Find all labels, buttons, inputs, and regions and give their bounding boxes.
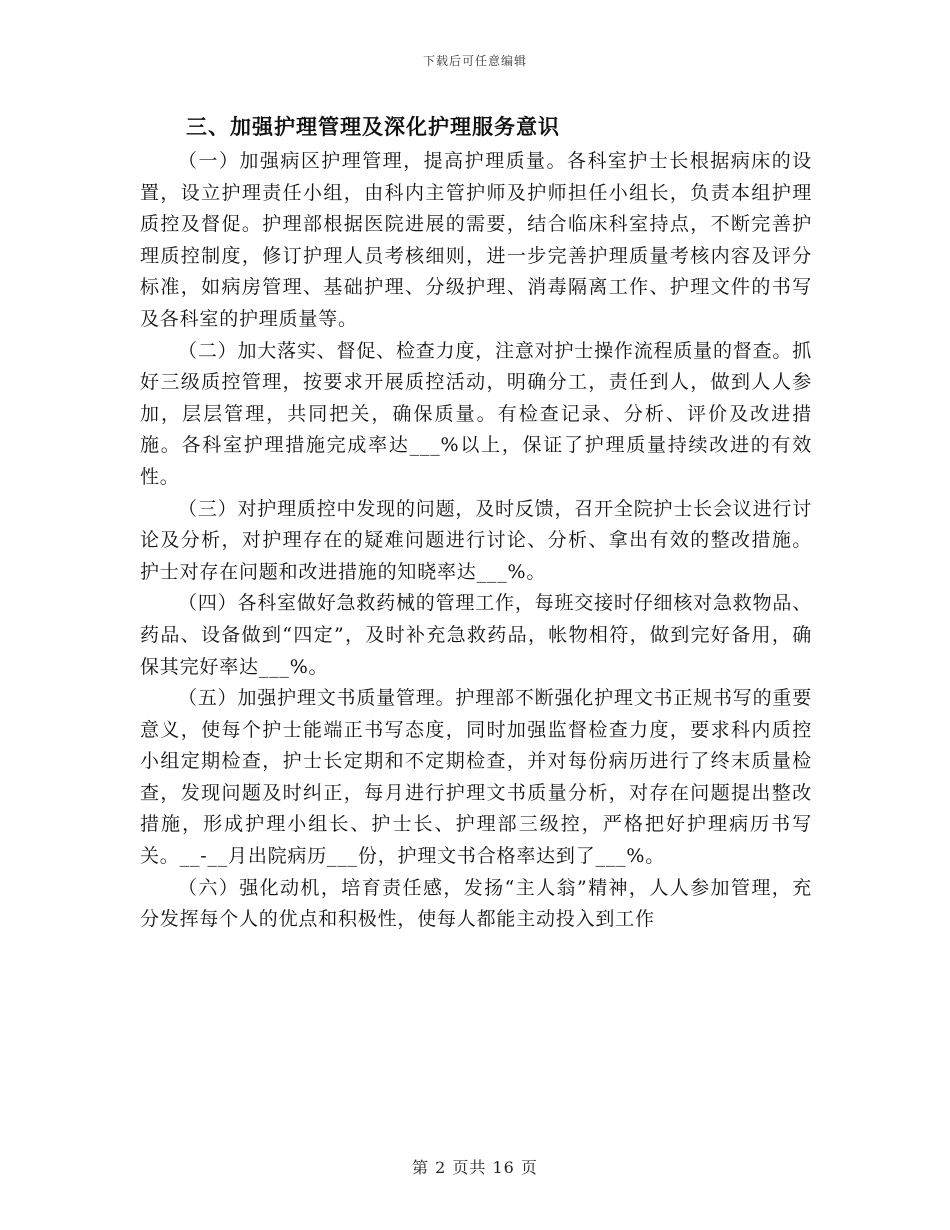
page-number: 第 2 页共 16 页: [412, 1158, 538, 1177]
paragraph-1: （一）加强病区护理管理，提高护理质量。各科室护士长根据病床的设置，设立护理责任小组，由科内主管护师及护师担任小组长，负责本组护理质控及督促。护理部根据医院进展的需要，结合临床科室持点，不断完善护理质控制度，修订护理人员考核细则，进一步完善护理质量考核内容及评分标准，如病房管理、基础护理、分级护理、消毒隔离工作、护理文件的书写及各科室的护理质量等。: [140, 150, 812, 330]
paragraph-3: （三）对护理质控中发现的问题，及时反馈，召开全院护士长会议进行讨论及分析，对护理存在的疑难问题进行讨论、分析、拿出有效的整改措施。护士对存在问题和改进措施的知晓率达___%。: [140, 497, 812, 583]
paragraph-2: （二）加大落实、督促、检查力度，注意对护士操作流程质量的督查。抓好三级质控管理，按要求开展质控活动，明确分工，责任到人，做到人人参加，层层管理，共同把关，确保质量。有检查记录、分析、评价及改进措施。各科室护理措施完成率达___%以上，保证了护理质量持续改进的有效性。: [140, 339, 812, 488]
paragraph-4: （四）各科室做好急救药械的管理工作，每班交接时仔细核对急救物品、药品、设备做到“四定”，及时补充急救药品，帐物相符，做到完好备用，确保其完好率达___%。: [140, 592, 812, 678]
paragraph-6: （六）强化动机，培育责任感，发扬“主人翁”精神，人人参加管理，充分发挥每个人的优点和积极性，使每人都能主动投入到工作: [140, 876, 812, 931]
section-heading: 三、加强护理管理及深化护理服务意识: [186, 114, 560, 139]
paragraph-5: （五）加强护理文书质量管理。护理部不断强化护理文书正规书写的重要意义，使每个护士能端正书写态度，同时加强监督检查力度，要求科内质控小组定期检查，护士长定期和不定期检查，并对每份病历进行了终末质量检查，发现问题及时纠正，每月进行护理文书质量分析，对存在问题提出整改措施，形成护理小组长、护士长、护理部三级控，严格把好护理病历书写关。__-__月出院病历___份，护理文书合格率达到了___%。: [140, 687, 812, 868]
document-body: [140, 112, 812, 936]
header-note: 下载后可任意编辑: [422, 54, 527, 68]
